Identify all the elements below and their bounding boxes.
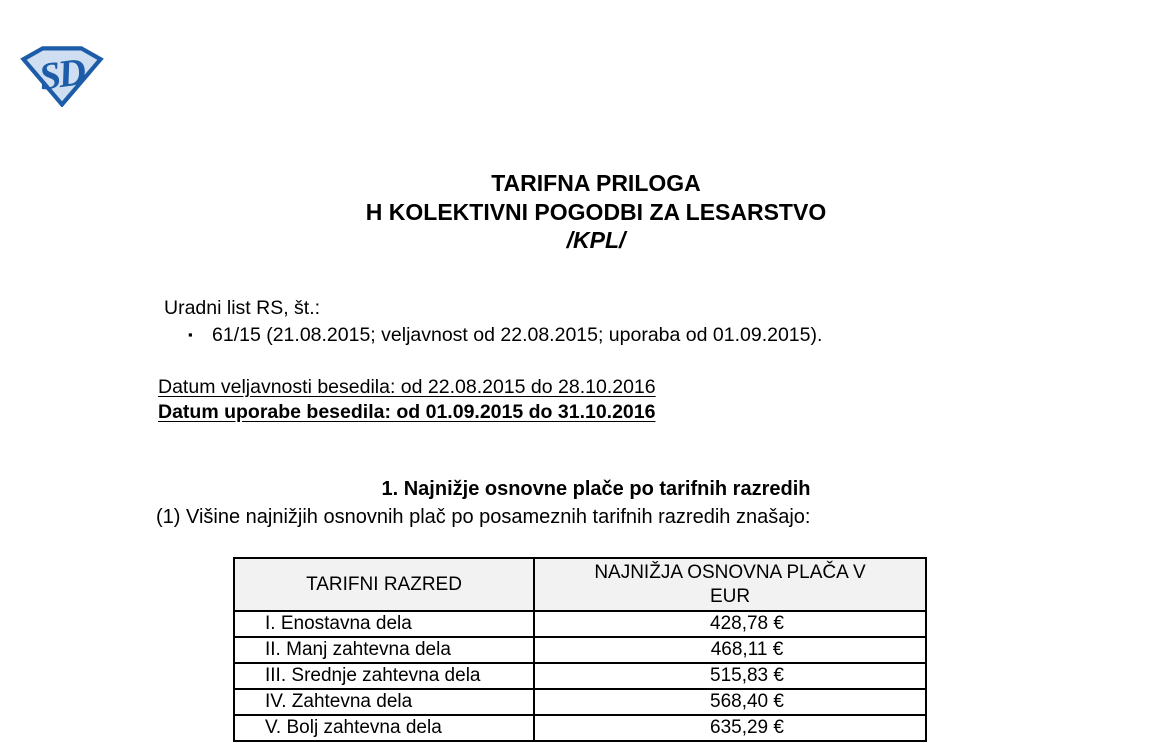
gazette-item-text: 61/15 (21.08.2015; veljavnost od 22.08.2015; uporaba od 01.09.2015). [212,324,823,346]
salary-cell: 428,78 € [534,611,926,637]
salary-cell: 515,83 € [534,663,926,689]
salary-cell: 635,29 € [534,715,926,741]
usage-date-line: Datum uporabe besedila: od 01.09.2015 do 31.10.2016 [158,401,656,423]
tariff-class-cell: I. Enostavna dela [234,611,534,637]
tariff-class-cell: IV. Zahtevna dela [234,689,534,715]
tariff-class-cell: V. Bolj zahtevna dela [234,715,534,741]
sd-union-logo-icon [19,45,105,107]
salary-cell: 468,11 € [534,637,926,663]
table-row [234,611,926,637]
salary-cell: 568,40 € [534,689,926,715]
table-row [234,715,926,741]
gazette-list-item [188,324,822,347]
square-bullet-icon: ▪ [188,327,193,342]
table-row [234,637,926,663]
validity-date-line: Datum veljavnosti besedila: od 22.08.2015 do 28.10.2016 [158,376,656,398]
section-1-heading: 1. Najnižje osnovne plače po tarifnih razredih [381,478,811,500]
column-header-tariff-class: TARIFNI RAZRED [234,558,534,611]
column-header-min-salary: NAJNIŽJA OSNOVNA PLAČA V EUR [534,558,926,611]
logo-letters: SD [36,51,87,99]
table-header-row [234,558,926,611]
gazette-intro-line: Uradni list RS, št.: [164,297,321,319]
section-1-intro-paragraph: (1) Višine najnižjih osnovnih plač po posameznih tarifnih razredih znašajo: [156,506,811,528]
title-line-3: /KPL/ [566,227,626,253]
document-title [165,169,1027,255]
title-line-1: TARIFNA PRILOGA [491,170,701,196]
table-row [234,689,926,715]
tariff-class-cell: II. Manj zahtevna dela [234,637,534,663]
title-line-2: H KOLEKTIVNI POGODBI ZA LESARSTVO [365,198,827,225]
tariff-class-cell: III. Srednje zahtevna dela [234,663,534,689]
salary-table [233,557,927,742]
table-row [234,663,926,689]
